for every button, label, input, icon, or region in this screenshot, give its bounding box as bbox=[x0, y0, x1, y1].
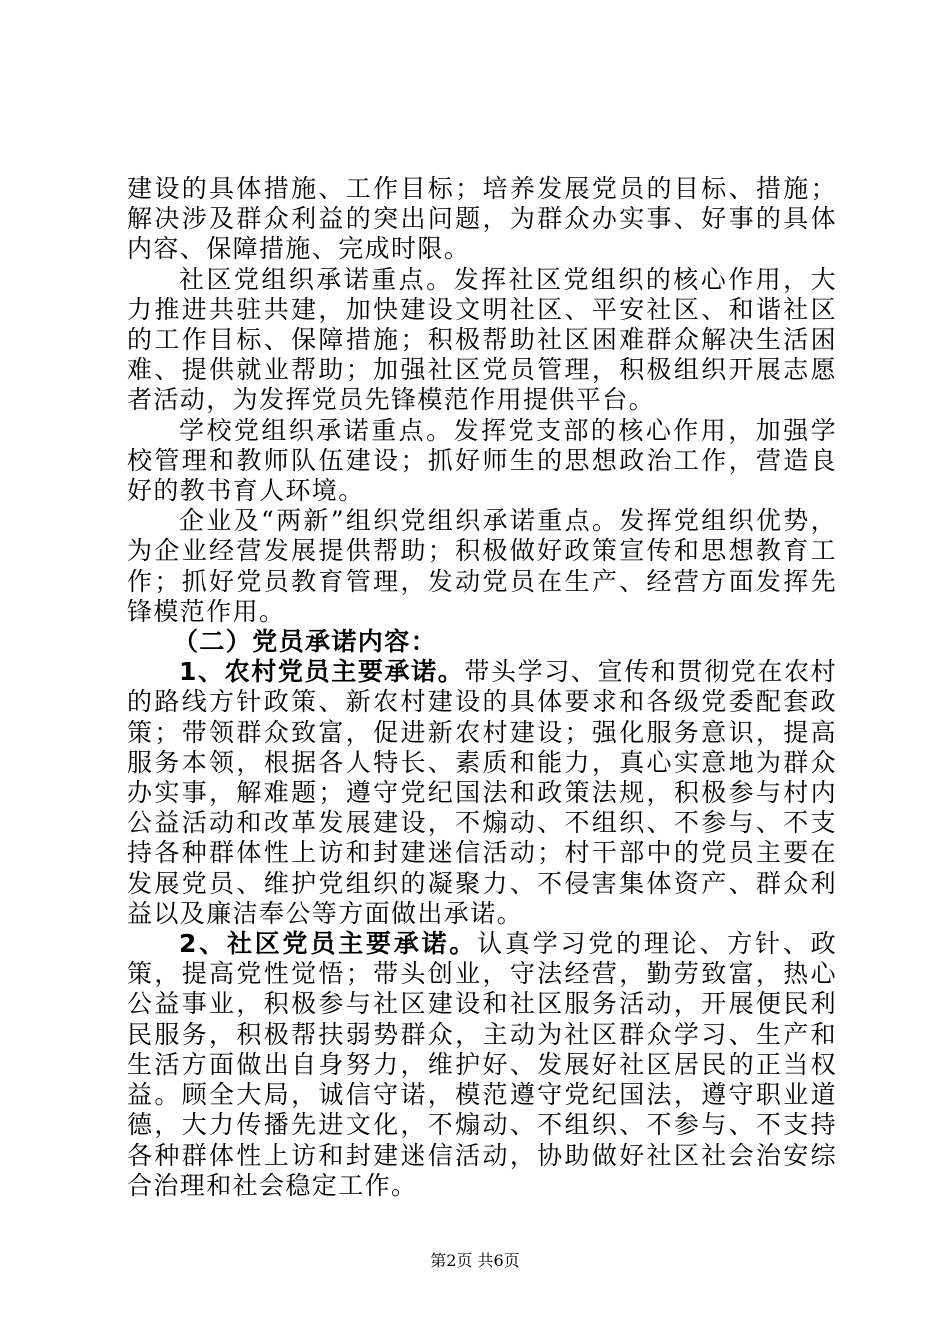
paragraph-text: 认真学习党的理论、方针、政策，提高党性觉悟；带头创业，守法经营，勤劳致富，热心公益事业，积极参与社区建设和社区服务活动，开展便民利民服务，积极帮扶弱势群众，主动为社区群众学习、生产和生活方面做出自身努力，维护好、发展好社区居民的正当权益。顾全大局，诚信守诺，模范遵守党纪国法，遵守职业道德，大力传播先进文化，不煽动、不组织、不参与、不支持各种群体性上访和封建迷信活动，协助做好社区社会治安综合治理和社会稳定工作。 bbox=[127, 929, 838, 1200]
paragraph-text: 建设的具体措施、工作目标；培养发展党员的目标、措施；解决涉及群众利益的突出问题，为群众办实事、好事的具体内容、保障措施、完成时限。 bbox=[127, 174, 837, 264]
section-heading-text: （二）党员承诺内容： bbox=[173, 627, 438, 657]
paragraph-enterprise-org bbox=[127, 506, 837, 627]
paragraph-lead: 2、社区党员主要承诺。 bbox=[179, 929, 478, 959]
paragraph-rural-members bbox=[127, 657, 837, 929]
paragraph-school-org bbox=[127, 416, 837, 507]
paragraph-text: 学校党组织承诺重点。发挥党支部的核心作用，加强学校管理和教师队伍建设；抓好师生的思想政治工作，营造良好的教书育人环境。 bbox=[127, 415, 837, 506]
paragraph-lead: 1、农村党员主要承诺。 bbox=[179, 657, 465, 687]
paragraph-text: 社区党组织承诺重点。发挥社区党组织的核心作用，大力推进共驻共建，加快建设文明社区、平安社区、和谐社区的工作目标、保障措施；积极帮助社区困难群众解决生活困难、提供就业帮助；加强社区党员管理，积极组织开展志愿者活动，为发挥党员先锋模范作用提供平台。 bbox=[127, 264, 837, 415]
paragraph-community-org bbox=[127, 265, 837, 416]
page-footer bbox=[0, 1248, 950, 1271]
paragraph-text: 带头学习、宣传和贯彻党在农村的路线方针政策、新农村建设的具体要求和各级党委配套政策；带领群众致富，促进新农村建设；强化服务意识，提高服务本领，根据各人特长、素质和能力，真心实意地为群众办实事，解难题；遵守党纪国法和政策法规，积极参与村内公益活动和改革发展建设，不煽动、不组织、不参与、不支持各种群体性上访和封建迷信活动；村干部中的党员主要在发展党员、维护党组织的凝聚力、不侵害集体资产、群众利益以及廉洁奉公等方面做出承诺。 bbox=[127, 657, 838, 928]
document-body bbox=[127, 174, 837, 1201]
section-heading bbox=[127, 627, 837, 657]
paragraph-community-members bbox=[127, 929, 837, 1201]
paragraph-continued bbox=[127, 174, 837, 265]
paragraph-text: 企业及“两新”组织党组织承诺重点。发挥党组织优势，为企业经营发展提供帮助；积极做好政策宣传和思想教育工作；抓好党员教育管理，发动党员在生产、经营方面发挥先锋模范作用。 bbox=[127, 506, 837, 626]
page-number: 第2页 共6页 bbox=[430, 1251, 520, 1270]
